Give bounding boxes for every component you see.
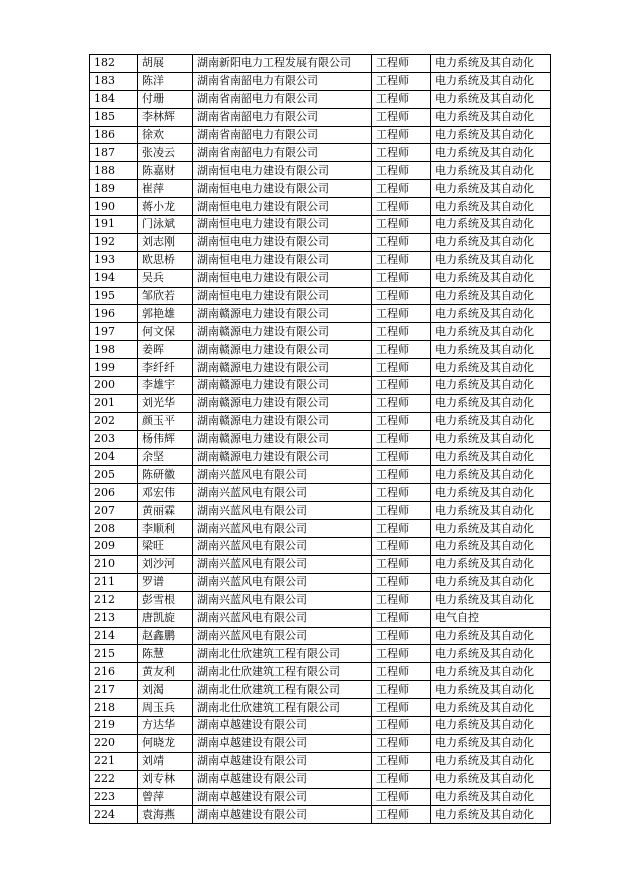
serial-number-cell: 223 (90, 788, 138, 806)
serial-number-cell: 212 (90, 591, 138, 609)
job-title-cell: 工程师 (372, 412, 431, 430)
serial-number-cell: 214 (90, 627, 138, 645)
job-title-cell: 工程师 (372, 520, 431, 538)
job-title-cell: 工程师 (372, 806, 431, 824)
job-title-cell: 工程师 (372, 716, 431, 734)
organization-cell: 湖南兴蓝风电有限公司 (193, 591, 372, 609)
organization-cell: 湖南恒电电力建设有限公司 (193, 269, 372, 287)
job-title-cell: 工程师 (372, 126, 431, 144)
person-name-cell: 方达华 (138, 716, 193, 734)
specialty-cell: 电力系统及其自动化 (431, 538, 551, 556)
person-name-cell: 彭雪根 (138, 591, 193, 609)
person-name-cell: 吴兵 (138, 269, 193, 287)
serial-number-cell: 202 (90, 412, 138, 430)
organization-cell: 湖南赣源电力建设有限公司 (193, 377, 372, 395)
specialty-cell: 电力系统及其自动化 (431, 770, 551, 788)
person-name-cell: 陈慧 (138, 645, 193, 663)
table-row (90, 198, 551, 216)
table-row (90, 591, 551, 609)
serial-number-cell: 220 (90, 734, 138, 752)
organization-cell: 湖南赣源电力建设有限公司 (193, 323, 372, 341)
serial-number-cell: 204 (90, 448, 138, 466)
person-name-cell: 杨伟辉 (138, 430, 193, 448)
serial-number-cell: 215 (90, 645, 138, 663)
person-name-cell: 周玉兵 (138, 699, 193, 717)
organization-cell: 湖南省南韶电力有限公司 (193, 72, 372, 90)
specialty-cell: 电力系统及其自动化 (431, 144, 551, 162)
job-title-cell: 工程师 (372, 645, 431, 663)
job-title-cell: 工程师 (372, 466, 431, 484)
job-title-cell: 工程师 (372, 251, 431, 269)
job-title-cell: 工程师 (372, 770, 431, 788)
table-row (90, 466, 551, 484)
job-title-cell: 工程师 (372, 180, 431, 198)
job-title-cell: 工程师 (372, 377, 431, 395)
specialty-cell: 电力系统及其自动化 (431, 198, 551, 216)
table-row (90, 573, 551, 591)
serial-number-cell: 207 (90, 502, 138, 520)
specialty-cell: 电力系统及其自动化 (431, 90, 551, 108)
job-title-cell: 工程师 (372, 555, 431, 573)
table-row (90, 734, 551, 752)
serial-number-cell: 205 (90, 466, 138, 484)
serial-number-cell: 217 (90, 681, 138, 699)
specialty-cell: 电力系统及其自动化 (431, 806, 551, 824)
organization-cell: 湖南赣源电力建设有限公司 (193, 430, 372, 448)
job-title-cell: 工程师 (372, 216, 431, 234)
table-row (90, 126, 551, 144)
table-row (90, 412, 551, 430)
person-name-cell: 罗谱 (138, 573, 193, 591)
organization-cell: 湖南兴蓝风电有限公司 (193, 502, 372, 520)
organization-cell: 湖南北仕欣建筑工程有限公司 (193, 699, 372, 717)
job-title-cell: 工程师 (372, 72, 431, 90)
specialty-cell: 电力系统及其自动化 (431, 359, 551, 377)
person-name-cell: 余坚 (138, 448, 193, 466)
person-name-cell: 付珊 (138, 90, 193, 108)
organization-cell: 湖南卓越建设有限公司 (193, 716, 372, 734)
person-name-cell: 李雄宇 (138, 377, 193, 395)
specialty-cell: 电力系统及其自动化 (431, 394, 551, 412)
organization-cell: 湖南赣源电力建设有限公司 (193, 359, 372, 377)
serial-number-cell: 222 (90, 770, 138, 788)
organization-cell: 湖南兴蓝风电有限公司 (193, 520, 372, 538)
table-row (90, 90, 551, 108)
specialty-cell: 电力系统及其自动化 (431, 162, 551, 180)
table-row (90, 359, 551, 377)
table-row (90, 645, 551, 663)
serial-number-cell: 210 (90, 555, 138, 573)
serial-number-cell: 224 (90, 806, 138, 824)
person-name-cell: 刘靖 (138, 752, 193, 770)
person-name-cell: 邹欣若 (138, 287, 193, 305)
specialty-cell: 电力系统及其自动化 (431, 341, 551, 359)
specialty-cell: 电力系统及其自动化 (431, 663, 551, 681)
specialty-cell: 电力系统及其自动化 (431, 591, 551, 609)
job-title-cell: 工程师 (372, 734, 431, 752)
person-name-cell: 赵鑫鹏 (138, 627, 193, 645)
person-name-cell: 袁海燕 (138, 806, 193, 824)
table-row (90, 287, 551, 305)
person-name-cell: 欧思桥 (138, 251, 193, 269)
specialty-cell: 电力系统及其自动化 (431, 180, 551, 198)
serial-number-cell: 201 (90, 394, 138, 412)
serial-number-cell: 182 (90, 55, 138, 73)
specialty-cell: 电力系统及其自动化 (431, 645, 551, 663)
specialty-cell: 电力系统及其自动化 (431, 108, 551, 126)
serial-number-cell: 192 (90, 233, 138, 251)
organization-cell: 湖南赣源电力建设有限公司 (193, 412, 372, 430)
specialty-cell: 电力系统及其自动化 (431, 573, 551, 591)
person-name-cell: 陈洋 (138, 72, 193, 90)
job-title-cell: 工程师 (372, 627, 431, 645)
organization-cell: 湖南恒电电力建设有限公司 (193, 162, 372, 180)
serial-number-cell: 189 (90, 180, 138, 198)
job-title-cell: 工程师 (372, 752, 431, 770)
specialty-cell: 电力系统及其自动化 (431, 788, 551, 806)
specialty-cell: 电力系统及其自动化 (431, 72, 551, 90)
table-row (90, 216, 551, 234)
organization-cell: 湖南卓越建设有限公司 (193, 788, 372, 806)
organization-cell: 湖南兴蓝风电有限公司 (193, 627, 372, 645)
organization-cell: 湖南赣源电力建设有限公司 (193, 305, 372, 323)
person-name-cell: 刘沙河 (138, 555, 193, 573)
table-row (90, 716, 551, 734)
specialty-cell: 电力系统及其自动化 (431, 233, 551, 251)
job-title-cell: 工程师 (372, 448, 431, 466)
serial-number-cell: 218 (90, 699, 138, 717)
serial-number-cell: 203 (90, 430, 138, 448)
job-title-cell: 工程师 (372, 699, 431, 717)
person-name-cell: 张凌云 (138, 144, 193, 162)
table-row (90, 144, 551, 162)
table-row (90, 681, 551, 699)
organization-cell: 湖南省南韶电力有限公司 (193, 90, 372, 108)
job-title-cell: 工程师 (372, 359, 431, 377)
specialty-cell: 电力系统及其自动化 (431, 466, 551, 484)
person-name-cell: 黄丽霖 (138, 502, 193, 520)
person-name-cell: 陈嘉财 (138, 162, 193, 180)
organization-cell: 湖南卓越建设有限公司 (193, 770, 372, 788)
table-row (90, 752, 551, 770)
specialty-cell: 电力系统及其自动化 (431, 520, 551, 538)
specialty-cell: 电力系统及其自动化 (431, 734, 551, 752)
organization-cell: 湖南兴蓝风电有限公司 (193, 466, 372, 484)
specialty-cell: 电力系统及其自动化 (431, 699, 551, 717)
organization-cell: 湖南兴蓝风电有限公司 (193, 484, 372, 502)
job-title-cell: 工程师 (372, 198, 431, 216)
job-title-cell: 工程师 (372, 538, 431, 556)
job-title-cell: 工程师 (372, 144, 431, 162)
person-name-cell: 何晓龙 (138, 734, 193, 752)
organization-cell: 湖南卓越建设有限公司 (193, 734, 372, 752)
specialty-cell: 电力系统及其自动化 (431, 752, 551, 770)
person-name-cell: 姜晖 (138, 341, 193, 359)
specialty-cell: 电力系统及其自动化 (431, 55, 551, 73)
job-title-cell: 工程师 (372, 323, 431, 341)
roster-table (89, 54, 551, 824)
organization-cell: 湖南赣源电力建设有限公司 (193, 448, 372, 466)
specialty-cell: 电力系统及其自动化 (431, 269, 551, 287)
specialty-cell: 电力系统及其自动化 (431, 305, 551, 323)
serial-number-cell: 183 (90, 72, 138, 90)
organization-cell: 湖南卓越建设有限公司 (193, 806, 372, 824)
table-row (90, 663, 551, 681)
person-name-cell: 徐欢 (138, 126, 193, 144)
person-name-cell: 刘志刚 (138, 233, 193, 251)
organization-cell: 湖南恒电电力建设有限公司 (193, 198, 372, 216)
organization-cell: 湖南恒电电力建设有限公司 (193, 216, 372, 234)
serial-number-cell: 216 (90, 663, 138, 681)
serial-number-cell: 221 (90, 752, 138, 770)
serial-number-cell: 197 (90, 323, 138, 341)
specialty-cell: 电力系统及其自动化 (431, 287, 551, 305)
organization-cell: 湖南兴蓝风电有限公司 (193, 573, 372, 591)
table-row (90, 341, 551, 359)
table-row (90, 699, 551, 717)
table-row (90, 323, 551, 341)
specialty-cell: 电力系统及其自动化 (431, 216, 551, 234)
job-title-cell: 工程师 (372, 591, 431, 609)
organization-cell: 湖南省南韶电力有限公司 (193, 108, 372, 126)
table-row (90, 520, 551, 538)
table-row (90, 269, 551, 287)
table-row (90, 162, 551, 180)
job-title-cell: 工程师 (372, 609, 431, 627)
person-name-cell: 唐凯旋 (138, 609, 193, 627)
person-name-cell: 李林辉 (138, 108, 193, 126)
specialty-cell: 电力系统及其自动化 (431, 412, 551, 430)
person-name-cell: 梁旺 (138, 538, 193, 556)
organization-cell: 湖南恒电电力建设有限公司 (193, 251, 372, 269)
organization-cell: 湖南赣源电力建设有限公司 (193, 394, 372, 412)
job-title-cell: 工程师 (372, 108, 431, 126)
serial-number-cell: 185 (90, 108, 138, 126)
specialty-cell: 电力系统及其自动化 (431, 627, 551, 645)
table-row (90, 627, 551, 645)
job-title-cell: 工程师 (372, 663, 431, 681)
serial-number-cell: 187 (90, 144, 138, 162)
table-row (90, 180, 551, 198)
person-name-cell: 门泳斌 (138, 216, 193, 234)
job-title-cell: 工程师 (372, 394, 431, 412)
serial-number-cell: 211 (90, 573, 138, 591)
organization-cell: 湖南恒电电力建设有限公司 (193, 287, 372, 305)
serial-number-cell: 206 (90, 484, 138, 502)
specialty-cell: 电力系统及其自动化 (431, 377, 551, 395)
organization-cell: 湖南新阳电力工程发展有限公司 (193, 55, 372, 73)
person-name-cell: 李纤纤 (138, 359, 193, 377)
table-row (90, 305, 551, 323)
specialty-cell: 电力系统及其自动化 (431, 681, 551, 699)
person-name-cell: 刘渴 (138, 681, 193, 699)
table-row (90, 770, 551, 788)
table-row (90, 233, 551, 251)
serial-number-cell: 186 (90, 126, 138, 144)
serial-number-cell: 193 (90, 251, 138, 269)
organization-cell: 湖南北仕欣建筑工程有限公司 (193, 681, 372, 699)
specialty-cell: 电力系统及其自动化 (431, 323, 551, 341)
serial-number-cell: 191 (90, 216, 138, 234)
person-name-cell: 李顺利 (138, 520, 193, 538)
job-title-cell: 工程师 (372, 55, 431, 73)
serial-number-cell: 200 (90, 377, 138, 395)
organization-cell: 湖南恒电电力建设有限公司 (193, 233, 372, 251)
job-title-cell: 工程师 (372, 305, 431, 323)
specialty-cell: 电力系统及其自动化 (431, 484, 551, 502)
serial-number-cell: 213 (90, 609, 138, 627)
person-name-cell: 陈研徽 (138, 466, 193, 484)
person-name-cell: 崔萍 (138, 180, 193, 198)
table-row (90, 394, 551, 412)
table-row (90, 555, 551, 573)
specialty-cell: 电气自控 (431, 609, 551, 627)
table-row (90, 538, 551, 556)
person-name-cell: 曾萍 (138, 788, 193, 806)
person-name-cell: 郭艳雄 (138, 305, 193, 323)
serial-number-cell: 198 (90, 341, 138, 359)
table-row (90, 72, 551, 90)
serial-number-cell: 194 (90, 269, 138, 287)
table-row (90, 430, 551, 448)
job-title-cell: 工程师 (372, 573, 431, 591)
job-title-cell: 工程师 (372, 681, 431, 699)
table-row (90, 806, 551, 824)
organization-cell: 湖南恒电电力建设有限公司 (193, 180, 372, 198)
job-title-cell: 工程师 (372, 341, 431, 359)
table-row (90, 788, 551, 806)
job-title-cell: 工程师 (372, 484, 431, 502)
serial-number-cell: 209 (90, 538, 138, 556)
table-row (90, 251, 551, 269)
person-name-cell: 颜玉平 (138, 412, 193, 430)
person-name-cell: 黄友利 (138, 663, 193, 681)
specialty-cell: 电力系统及其自动化 (431, 126, 551, 144)
person-name-cell: 何文保 (138, 323, 193, 341)
organization-cell: 湖南兴蓝风电有限公司 (193, 609, 372, 627)
job-title-cell: 工程师 (372, 162, 431, 180)
table-row (90, 609, 551, 627)
person-name-cell: 刘专林 (138, 770, 193, 788)
table-row (90, 377, 551, 395)
job-title-cell: 工程师 (372, 269, 431, 287)
organization-cell: 湖南省南韶电力有限公司 (193, 144, 372, 162)
person-name-cell: 邓宏伟 (138, 484, 193, 502)
specialty-cell: 电力系统及其自动化 (431, 430, 551, 448)
organization-cell: 湖南兴蓝风电有限公司 (193, 538, 372, 556)
specialty-cell: 电力系统及其自动化 (431, 716, 551, 734)
serial-number-cell: 219 (90, 716, 138, 734)
table-row (90, 448, 551, 466)
organization-cell: 湖南兴蓝风电有限公司 (193, 555, 372, 573)
table-row (90, 55, 551, 73)
serial-number-cell: 196 (90, 305, 138, 323)
organization-cell: 湖南赣源电力建设有限公司 (193, 341, 372, 359)
serial-number-cell: 199 (90, 359, 138, 377)
specialty-cell: 电力系统及其自动化 (431, 502, 551, 520)
job-title-cell: 工程师 (372, 430, 431, 448)
job-title-cell: 工程师 (372, 233, 431, 251)
organization-cell: 湖南省南韶电力有限公司 (193, 126, 372, 144)
table-row (90, 484, 551, 502)
person-name-cell: 蒋小龙 (138, 198, 193, 216)
job-title-cell: 工程师 (372, 502, 431, 520)
roster-table-body (90, 55, 551, 824)
person-name-cell: 胡展 (138, 55, 193, 73)
serial-number-cell: 195 (90, 287, 138, 305)
serial-number-cell: 190 (90, 198, 138, 216)
serial-number-cell: 184 (90, 90, 138, 108)
table-row (90, 502, 551, 520)
table-row (90, 108, 551, 126)
specialty-cell: 电力系统及其自动化 (431, 251, 551, 269)
job-title-cell: 工程师 (372, 788, 431, 806)
job-title-cell: 工程师 (372, 90, 431, 108)
person-name-cell: 刘光华 (138, 394, 193, 412)
organization-cell: 湖南北仕欣建筑工程有限公司 (193, 645, 372, 663)
specialty-cell: 电力系统及其自动化 (431, 555, 551, 573)
organization-cell: 湖南北仕欣建筑工程有限公司 (193, 663, 372, 681)
serial-number-cell: 188 (90, 162, 138, 180)
organization-cell: 湖南卓越建设有限公司 (193, 752, 372, 770)
serial-number-cell: 208 (90, 520, 138, 538)
specialty-cell: 电力系统及其自动化 (431, 448, 551, 466)
job-title-cell: 工程师 (372, 287, 431, 305)
